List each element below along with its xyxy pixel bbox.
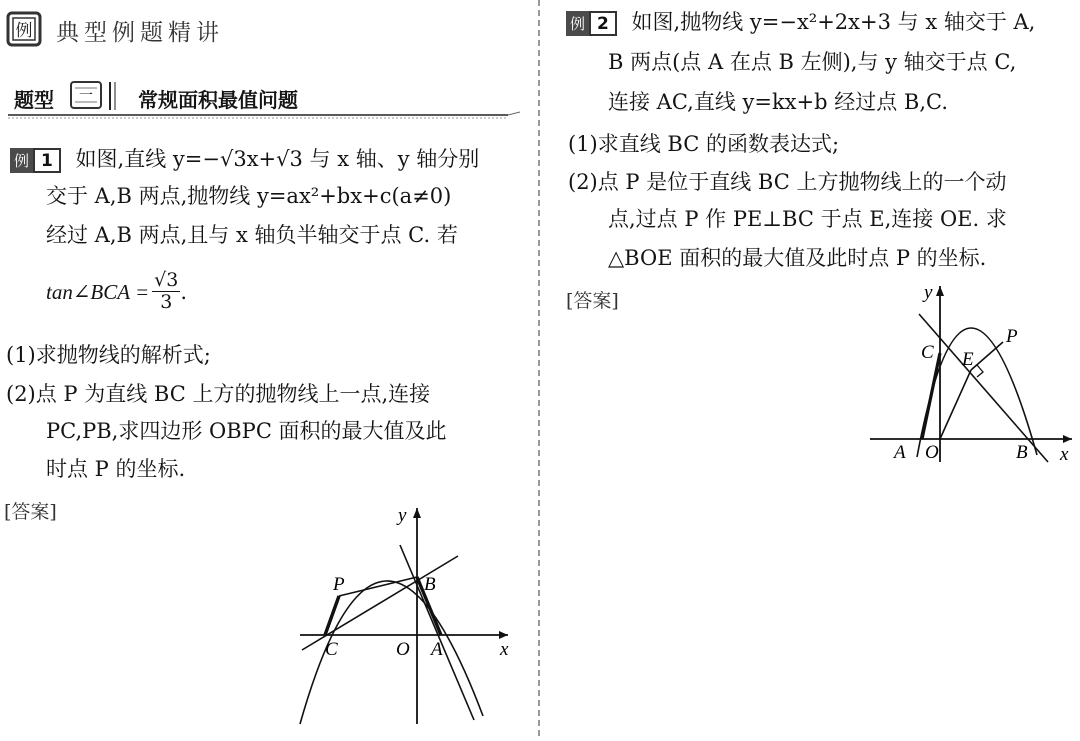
svg-text:一: 一: [79, 89, 93, 104]
fig2-segment-PE: [971, 342, 1003, 370]
example1-line1: 例 1 如图,直线 y=−√3x+√3 与 x 轴、y 轴分别: [10, 145, 479, 173]
section-title: 典型例题精讲: [56, 20, 224, 46]
example1-line3: 经过 A,B 两点,且与 x 轴负半轴交于点 C. 若: [46, 223, 458, 247]
example1-question2-line3: 时点 P 的坐标.: [46, 457, 186, 481]
example2-question2-line2: 点,过点 P 作 PE⊥BC 于点 E,连接 OE. 求: [608, 207, 1007, 231]
fig2-label-E: E: [962, 349, 974, 370]
fig2-y-arrow: [936, 286, 944, 296]
example1-question2-line1: (2)点 P 为直线 BC 上方的抛物线上一点,连接: [6, 382, 431, 406]
fig1-label-B: B: [424, 574, 436, 595]
fig2-parabola: [917, 328, 1037, 457]
question-type-title: 常规面积最值问题: [138, 88, 298, 112]
example2-line2: B 两点(点 A 在点 B 左侧),与 y 轴交于点 C,: [608, 50, 1017, 74]
example1-figure: [296, 498, 526, 732]
question-type-underline: [8, 106, 528, 116]
fig2-segment-OE: [940, 370, 971, 439]
example1-answer-label: [答案]: [4, 501, 57, 523]
section-logo-icon: [6, 10, 44, 48]
example2-badge: 例 2: [566, 11, 617, 36]
example2-line1: 例 2 如图,抛物线 y=−x²+2x+3 与 x 轴交于 A,: [566, 8, 1035, 36]
fig1-line-AB: [400, 545, 474, 720]
example1-badge: 例 1: [10, 148, 61, 173]
example1-question2-line2: PC,PB,求四边形 OBPC 面积的最大值及此: [46, 419, 447, 443]
fig1-label-A: A: [431, 639, 443, 660]
fig2-label-A: A: [894, 442, 906, 463]
example1-question1: (1)求抛物线的解析式;: [6, 343, 211, 367]
fig2-label-P: P: [1006, 326, 1018, 347]
fig1-label-P: P: [333, 574, 345, 595]
fig1-label-x: x: [500, 639, 509, 660]
example1-tan-condition: tan∠BCA = $\frac{√3}{3}$ .: [46, 269, 188, 313]
example2-question2-line3: △BOE 面积的最大值及此时点 P 的坐标.: [608, 246, 987, 270]
fig1-label-y: y: [398, 505, 407, 526]
example2-question1: (1)求直线 BC 的函数表达式;: [568, 132, 840, 156]
fig2-label-C: C: [921, 342, 934, 363]
fig2-right-angle-mark: [977, 365, 983, 377]
question-type-label: 题型: [14, 88, 54, 112]
example2-answer-label: [答案]: [566, 290, 619, 312]
fig2-segment-AC: [922, 353, 940, 439]
column-divider: [537, 0, 541, 737]
example2-line3: 连接 AC,直线 y=kx+b 经过点 B,C.: [608, 90, 949, 114]
example1-line2: 交于 A,B 两点,抛物线 y=ax²+bx+c(a≠0): [46, 184, 452, 208]
fig2-label-x: x: [1060, 444, 1069, 465]
tan-fraction: $\frac{√3}{3}$: [154, 269, 179, 313]
fig1-label-O: O: [396, 639, 410, 660]
svg-text:例: 例: [15, 21, 33, 40]
fig1-label-C: C: [325, 639, 338, 660]
fig2-label-O: O: [925, 442, 939, 463]
example2-question2-line1: (2)点 P 是位于直线 BC 上方抛物线上的一个动: [568, 170, 1007, 194]
fig1-y-arrow: [413, 508, 421, 518]
fig1-x-arrow: [499, 631, 508, 639]
fig1-line-CB: [302, 556, 458, 650]
example2-figure: [866, 280, 1076, 474]
fig2-x-arrow: [1063, 435, 1072, 443]
fig2-label-y: y: [924, 282, 933, 303]
fig2-label-B: B: [1016, 442, 1028, 463]
